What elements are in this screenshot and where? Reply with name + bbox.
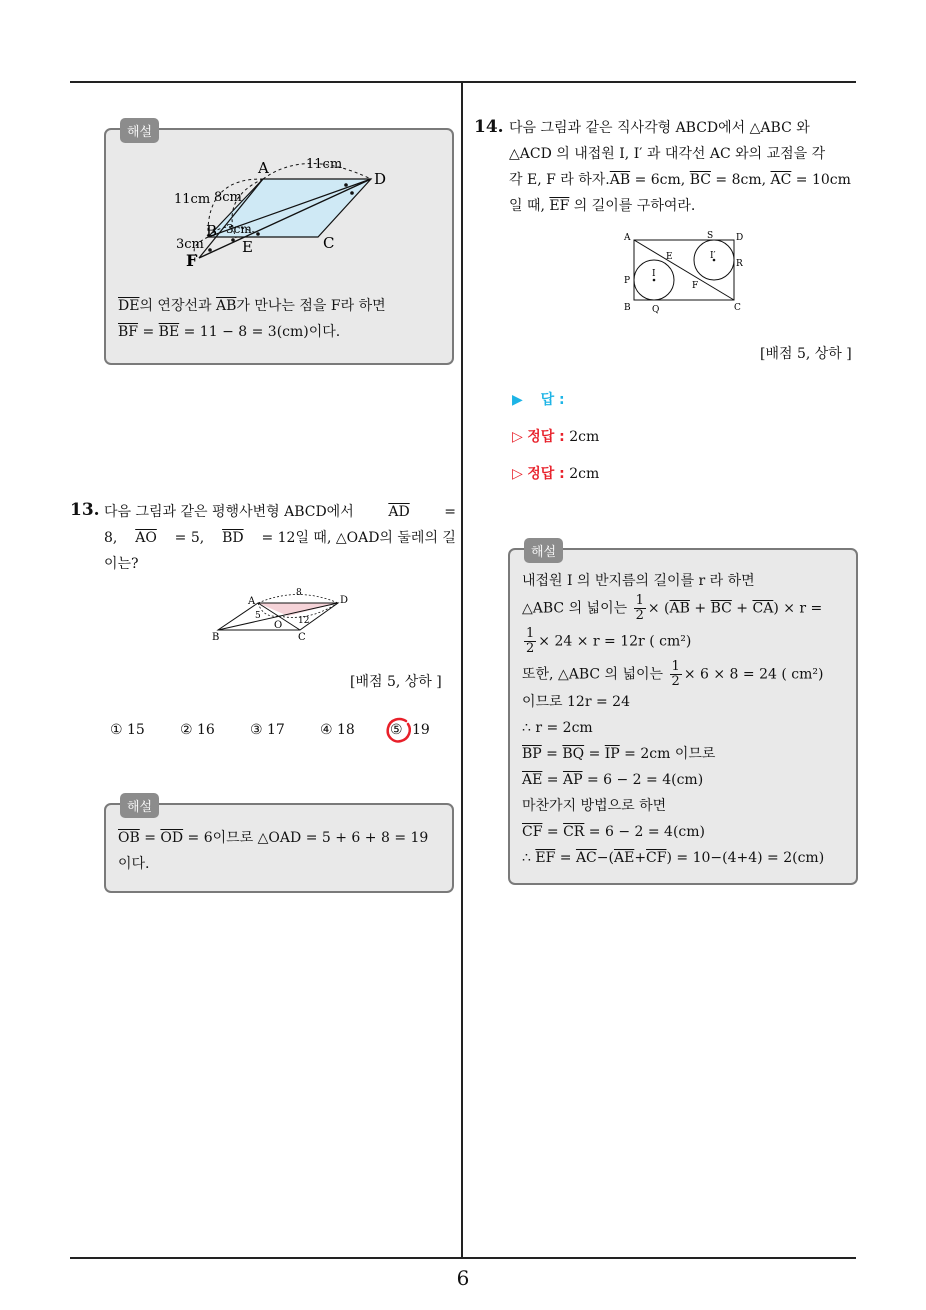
segment-ac: $\overline{AC}$ — [770, 172, 792, 188]
numerator: 1 — [671, 659, 680, 674]
q14-sol-line-10 — [522, 819, 854, 845]
segment-ob: $\overline{OB}$ — [118, 830, 140, 846]
label-A: A — [258, 159, 269, 177]
text-fragment: × 6 × 8 = 24 ( cm²) — [683, 666, 824, 683]
label-Q: Q — [652, 305, 660, 315]
text-fragment: + — [731, 600, 753, 617]
angle-mark-f — [208, 248, 212, 252]
label-I: I — [652, 269, 656, 279]
q14-rectangle-figure — [622, 228, 752, 318]
label-3cm-be: 3cm — [226, 222, 252, 236]
question-13-text — [104, 499, 456, 577]
text-fragment: = 12일 때, △OAD의 둘레의 길 — [261, 530, 456, 546]
center-i — [653, 279, 656, 282]
q14-sol-line-7 — [522, 741, 854, 767]
segment-ab: $\overline{AB}$ — [609, 172, 631, 188]
column-divider — [461, 82, 463, 1258]
segment-bf: $\overline{BF}$ — [118, 324, 139, 340]
label-D: D — [736, 233, 744, 243]
angle-mark-d1 — [344, 183, 348, 187]
outline-triangle-icon: ▷ — [512, 466, 523, 482]
q13-parallelogram-figure — [208, 586, 368, 648]
segment-cf: $\overline{CF}$ — [646, 850, 667, 866]
fraction-half — [524, 627, 536, 656]
label-C: C — [298, 632, 306, 643]
text-fragment: + — [689, 600, 711, 617]
segment-bd: $\overline{BD}$ — [222, 530, 244, 546]
text-fragment: 의 길이를 구하여라. — [569, 198, 696, 214]
segment-ae: $\overline{AE}$ — [522, 772, 543, 788]
explanation-line-2 — [118, 319, 448, 345]
label-R: R — [736, 259, 743, 269]
label-C: C — [323, 234, 335, 252]
top-rule — [70, 81, 856, 83]
label-P: P — [624, 276, 631, 286]
label-11cm-top: 11cm — [306, 157, 343, 172]
segment-ad: $\overline{AD}$ — [388, 504, 410, 520]
q13-line-2 — [104, 525, 456, 551]
segment-cr: $\overline{CR}$ — [563, 824, 585, 840]
explanation-tag: 해설 — [524, 538, 563, 563]
label-B: B — [212, 632, 220, 643]
segment-ac: $\overline{AC}$ — [575, 850, 597, 866]
explanation-text-q14 — [522, 568, 854, 871]
q14-score: [배점 5, 상하 ] — [760, 346, 852, 362]
q14-sol-line-4 — [522, 660, 854, 689]
choice-4[interactable]: ④ 18 — [320, 722, 355, 738]
label-8: 8 — [296, 588, 302, 598]
text-fragment: = 6cm, — [630, 172, 686, 188]
label-B: B — [624, 303, 631, 313]
q14-line-4 — [509, 193, 859, 219]
answer-row-3 — [512, 463, 599, 483]
q13-sol-line-1 — [118, 825, 448, 851]
choice-2[interactable]: ② 16 — [180, 722, 215, 738]
choice-1[interactable]: ① 15 — [110, 722, 145, 738]
diagonal-ac — [634, 240, 734, 300]
answer-row-2 — [512, 426, 599, 446]
q14-sol-line-5: 이므로 12r = 24 — [522, 694, 630, 710]
text-fragment: ) = 10−(4+4) = 2(cm) — [666, 850, 825, 866]
q13-line-3: 이는? — [104, 556, 139, 572]
text-fragment: × 24 × r = 12r ( cm²) — [538, 633, 692, 650]
angle-mark-b — [231, 238, 235, 242]
explanation-text-prev — [118, 293, 448, 345]
text-fragment: 8, — [104, 530, 118, 546]
segment-ab: $\overline{AB}$ — [669, 600, 690, 617]
label-8cm: 8cm — [214, 190, 242, 205]
angle-mark-d2 — [350, 191, 354, 195]
label-D: D — [374, 170, 387, 188]
segment-be: $\overline{BE}$ — [158, 324, 180, 340]
segment-ae: $\overline{AE}$ — [613, 850, 635, 866]
segment-od: $\overline{OD}$ — [160, 830, 184, 846]
segment-ef: $\overline{EF}$ — [535, 850, 556, 866]
selected-answer-circle-icon — [384, 716, 414, 746]
answer-row-1 — [512, 389, 565, 409]
explanation-tag: 해설 — [120, 118, 159, 143]
segment-ap: $\overline{AP}$ — [562, 772, 583, 788]
segment-bp: $\overline{BP}$ — [522, 746, 542, 762]
text-fragment: = 6이므로 △OAD = 5 + 6 + 8 = 19 — [183, 830, 429, 846]
text-fragment: × ( — [647, 600, 670, 617]
label-D: D — [340, 595, 349, 606]
label-I-prime: I′ — [710, 251, 716, 261]
label-B: B — [206, 222, 218, 240]
fraction-half — [634, 594, 646, 623]
text-fragment: = — [555, 850, 576, 866]
angle-mark-e — [256, 232, 260, 236]
text-fragment: = — [138, 324, 159, 340]
segment-de: $\overline{DE}$ — [118, 298, 140, 314]
label-C: C — [734, 303, 741, 313]
q14-line-3 — [509, 167, 859, 193]
q14-sol-line-11 — [522, 845, 854, 871]
page-number: 6 — [456, 1266, 470, 1290]
segment-bc: $\overline{BC}$ — [710, 600, 732, 617]
q14-line-2: △ACD 의 내접원 I, I′ 과 대각선 AC 와의 교점을 각 — [509, 146, 826, 162]
outline-triangle-icon: ▷ — [512, 429, 523, 445]
label-S: S — [707, 231, 714, 241]
q13-choices — [110, 722, 450, 742]
numerator: 1 — [635, 593, 644, 608]
label-F: F — [692, 281, 699, 291]
label-E: E — [242, 238, 253, 256]
numerator: 1 — [526, 626, 535, 641]
text-fragment: = 10cm — [791, 172, 851, 188]
text-fragment: + — [634, 850, 647, 866]
question-14-number: 14. — [474, 117, 504, 137]
text-fragment: ) × r = — [773, 600, 823, 617]
text-fragment: −( — [596, 850, 614, 866]
choice-5-marker[interactable]: ⑤ — [390, 722, 403, 738]
text-fragment: = 6 − 2 = 4(cm) — [584, 824, 705, 840]
label-5: 5 — [255, 611, 261, 621]
label-F: F — [186, 251, 198, 270]
text-fragment: = — [542, 772, 563, 788]
parallelogram-extension-figure — [166, 148, 416, 280]
play-triangle-icon: ▶ — [512, 392, 523, 408]
label-3cm-bf: 3cm — [176, 237, 204, 252]
q14-sol-line-2 — [522, 594, 854, 623]
q14-sol-line-8 — [522, 767, 854, 793]
text-fragment: 다음 그림과 같은 평행사변형 ABCD에서 — [104, 504, 354, 520]
q14-sol-line-9: 마찬가지 방법으로 하면 — [522, 798, 667, 814]
choice-5-value[interactable]: 19 — [412, 722, 430, 738]
correct-answer-label: 정답 : — [527, 429, 565, 445]
text-fragment: = — [541, 746, 563, 762]
segment-ip: $\overline{IP}$ — [604, 746, 620, 762]
explanation-tag: 해설 — [120, 793, 159, 818]
label-11cm-left: 11cm — [174, 192, 211, 207]
correct-answer-value: 2cm — [569, 429, 600, 445]
label-12: 12 — [298, 616, 310, 626]
answer-label: 답 : — [540, 392, 565, 408]
segment-ef: $\overline{EF}$ — [549, 198, 570, 214]
denominator: 2 — [671, 674, 680, 689]
segment-ca: $\overline{CA}$ — [752, 600, 774, 617]
explanation-text-q13 — [118, 825, 448, 877]
segment-ao: $\overline{AO}$ — [135, 530, 157, 546]
text-fragment: = 5, — [174, 530, 205, 546]
q14-sol-line-3 — [522, 627, 854, 656]
text-fragment: = — [542, 824, 564, 840]
denominator: 2 — [526, 641, 535, 656]
text-fragment: 각 E, F 라 하자. — [509, 172, 610, 188]
label-A: A — [248, 596, 256, 607]
text-fragment: = 11 − 8 = 3(cm)이다. — [179, 324, 341, 340]
segment-bc: $\overline{BC}$ — [689, 172, 711, 188]
text-fragment: 의 연장선과 — [139, 298, 212, 314]
q13-sol-line-2: 이다. — [118, 856, 150, 872]
label-O: O — [274, 620, 283, 631]
q14-sol-line-6: ∴ r = 2cm — [522, 720, 593, 736]
segment-cf: $\overline{CF}$ — [522, 824, 543, 840]
correct-answer-value: 2cm — [569, 466, 600, 482]
q14-sol-line-1: 내접원 I 의 반지름의 길이를 r 라 하면 — [522, 573, 755, 589]
bottom-rule — [70, 1257, 856, 1259]
fraction-half — [670, 660, 682, 689]
text-fragment: 일 때, — [509, 198, 545, 214]
segment-bq: $\overline{BQ}$ — [562, 746, 585, 762]
correct-answer-label: 정답 : — [527, 466, 565, 482]
denominator: 2 — [635, 608, 644, 623]
label-E: E — [666, 252, 673, 262]
label-A: A — [624, 233, 631, 243]
explanation-line-1 — [118, 293, 448, 319]
question-13-number: 13. — [70, 500, 100, 520]
explanation-box-q13 — [104, 800, 454, 893]
text-fragment: = — [444, 504, 456, 520]
text-fragment: 가 만나는 점을 F라 하면 — [236, 298, 386, 314]
text-fragment: △ABC 의 넓이는 — [522, 600, 628, 617]
choice-3[interactable]: ③ 17 — [250, 722, 285, 738]
text-fragment: = 2cm 이므로 — [619, 746, 716, 762]
question-14-text — [509, 115, 859, 219]
text-fragment: 또한, △ABC 의 넓이는 — [522, 666, 664, 683]
q14-line-1: 다음 그림과 같은 직사각형 ABCD에서 △ABC 와 — [509, 120, 810, 136]
text-fragment: = 6 − 2 = 4(cm) — [582, 772, 704, 788]
segment-ab: $\overline{AB}$ — [215, 298, 237, 314]
explanation-box-q14 — [508, 545, 858, 885]
text-fragment: = — [139, 830, 161, 846]
explanation-box-prev — [104, 125, 454, 365]
text-fragment: ∴ — [522, 850, 536, 866]
q13-line-1 — [104, 499, 456, 525]
text-fragment: = 8cm, — [710, 172, 767, 188]
q13-score: [배점 5, 상하 ] — [350, 674, 442, 690]
text-fragment: = — [584, 746, 605, 762]
